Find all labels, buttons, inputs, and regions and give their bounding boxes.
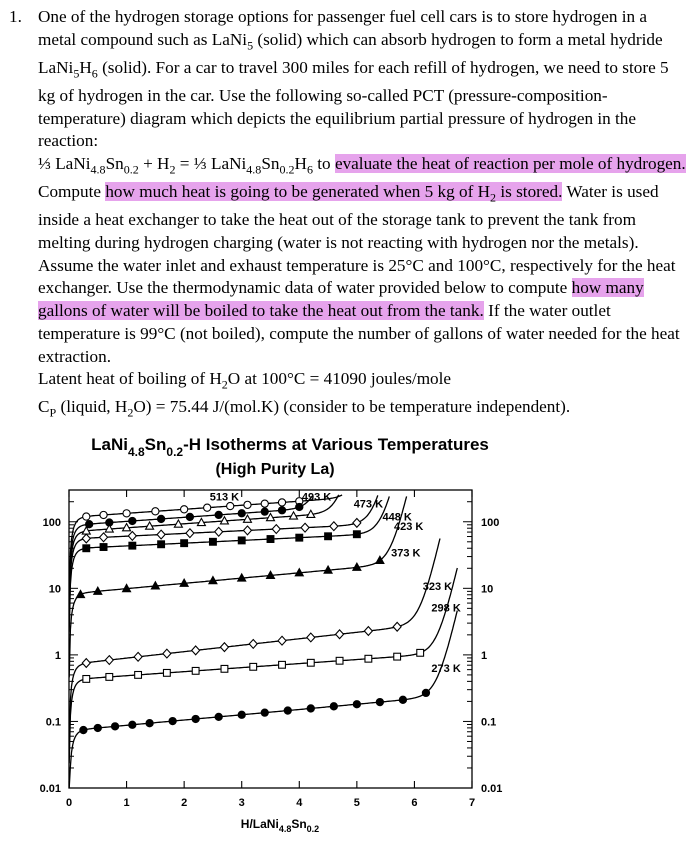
highlight-text: how much heat is going to be generated when 5 kg of H (105, 182, 491, 202)
cp-text: C (38, 397, 50, 417)
y-tick-label-left: 10 (48, 583, 61, 596)
x-axis-label: $H/LaNi_{4.8}Sn_{0.2}$ (240, 817, 320, 834)
data-point (134, 652, 142, 661)
y-tick-label-left: 0.01 (39, 783, 61, 795)
subscript: 6 (91, 66, 98, 81)
y-tick-label-right: 100 (481, 516, 500, 529)
data-point (393, 622, 401, 631)
formula-part: H (79, 57, 92, 77)
data-point (220, 643, 228, 652)
data-point (129, 721, 136, 728)
data-point (307, 659, 314, 666)
isotherm-473k (69, 495, 383, 616)
subscript: 2 (490, 190, 497, 205)
isotherm-298k (69, 568, 461, 763)
data-point (157, 530, 165, 539)
data-point (227, 502, 234, 509)
y-tick-label-right: 0.1 (481, 716, 497, 729)
data-point (158, 541, 165, 548)
isotherm-label: 423 K (393, 521, 424, 534)
data-point (123, 510, 130, 517)
reaction-part: Sn (261, 154, 280, 174)
data-point (353, 531, 360, 538)
data-point (243, 526, 251, 535)
isotherm-273k (69, 611, 461, 788)
data-point (336, 657, 343, 664)
plot-area (69, 491, 461, 788)
subscript: 4.8 (246, 162, 262, 177)
isotherm-493k (69, 491, 331, 609)
highlight-heat-generated (105, 182, 563, 205)
data-point (128, 532, 136, 541)
x-tick-label: 3 (238, 797, 245, 809)
data-point (210, 538, 217, 545)
data-point (417, 649, 424, 656)
data-point (353, 518, 361, 527)
latent-heat-line (38, 369, 452, 392)
subscript: 0.2 (123, 162, 139, 177)
data-point (129, 542, 136, 549)
pct-diagram (0, 430, 692, 845)
x-tick-label: 6 (411, 797, 418, 809)
reaction-part: to (312, 154, 335, 174)
x-tick-label: 5 (353, 797, 360, 809)
data-point (301, 523, 309, 532)
isotherm-label: 473 K (353, 498, 384, 511)
data-point (376, 699, 383, 706)
highlight-text: is stored. (496, 182, 563, 202)
data-point (192, 715, 199, 722)
data-point (284, 707, 291, 714)
data-point (353, 701, 360, 708)
isotherm-label: 323 K (422, 580, 453, 593)
subscript: 5 (73, 66, 80, 81)
data-point (422, 689, 429, 696)
data-point (278, 499, 285, 506)
pct-chart (0, 430, 692, 845)
body-text: Compute (38, 182, 106, 202)
subscript: 4.8 (90, 162, 106, 177)
data-point (394, 653, 401, 660)
data-point (261, 709, 268, 716)
data-point (186, 513, 193, 520)
isotherm-label: 493 K (301, 491, 332, 504)
intro-text: One of the hydrogen storage options for passenger fuel cell cars is to store hydrogen in a metal compound such as LaNi (38, 7, 648, 49)
subscript: 2 (169, 162, 176, 177)
isotherm-line (69, 495, 339, 616)
data-point (278, 507, 285, 514)
data-point (261, 500, 268, 507)
highlight-gallons-boiled: how many gallons of water will be boiled to take the heat out from the tank. (38, 278, 644, 321)
data-point (94, 724, 101, 731)
data-point (192, 667, 199, 674)
data-point (267, 536, 274, 543)
data-point (204, 504, 211, 511)
highlight-heat-of-reaction: evaluate the heat of reaction per mole of hydrogen. (334, 154, 686, 174)
data-point (250, 663, 257, 670)
data-point (135, 671, 142, 678)
y-tick-label-right: 10 (481, 583, 494, 596)
data-point (163, 649, 171, 658)
reaction-part: H (294, 154, 307, 174)
isotherm-label: 273 K (431, 663, 461, 676)
subscript: 6 (306, 162, 313, 177)
data-point (83, 676, 90, 683)
data-point (100, 544, 107, 551)
data-point (307, 705, 314, 712)
y-tick-label-left: 1 (54, 649, 61, 662)
data-point (163, 669, 170, 676)
x-tick-label: 2 (181, 797, 188, 809)
data-point (152, 508, 159, 515)
latent-text: Latent heat of boiling of H (38, 369, 222, 389)
data-point (399, 696, 406, 703)
data-point (238, 711, 245, 718)
data-point (325, 533, 332, 540)
y-tick-label-left: 100 (42, 516, 61, 529)
reaction-part: + H (138, 154, 170, 174)
data-point (100, 511, 107, 518)
data-point (296, 534, 303, 541)
y-tick-label-right: 0.01 (481, 783, 503, 795)
data-point (238, 510, 245, 517)
data-point (181, 506, 188, 513)
data-point (111, 723, 118, 730)
cp-text: (liquid, H (56, 397, 128, 417)
subscript: P (49, 405, 57, 420)
data-point (330, 703, 337, 710)
isotherm-label: 298 K (431, 602, 461, 615)
data-point (261, 508, 268, 515)
data-point (82, 659, 90, 668)
latent-text: O at 100°C = 41090 joules/mole (227, 369, 452, 389)
isotherm-line (69, 496, 389, 632)
data-point (82, 534, 90, 543)
problem-statement (0, 6, 688, 425)
x-tick-label: 4 (296, 797, 303, 809)
data-point (215, 511, 222, 518)
y-tick-label-right: 1 (481, 649, 488, 662)
isotherm-line (69, 568, 457, 763)
data-point (105, 656, 113, 665)
y-tick-label-left: 0.1 (45, 716, 61, 729)
data-point (336, 630, 344, 639)
data-point (221, 665, 228, 672)
body-text: If the water outlet temperature is 99°C (not boiled), compute the number of gallons of water needed for the heat extraction. (38, 301, 680, 366)
reaction-part: Sn (105, 154, 124, 174)
reaction-equation (38, 154, 335, 177)
intro-text-2: (solid) which can absorb hydrogen to form a metal hydride LaNi (38, 29, 663, 77)
problem-body (38, 6, 688, 425)
data-point (100, 533, 108, 542)
data-point (215, 527, 223, 536)
data-point (169, 717, 176, 724)
cp-text: O) = 75.44 J/(mol.K) (consider to be temperature independent). (133, 397, 571, 417)
body-text: Water is used inside a heat exchanger to take the heat out of the storage tank to prevent the tank from melting during hydrogen charging (water is not reacting with hydrogen nor the metals). Assume the water inlet and exhaust temperature is 25°C and 100°C, respectively for the heat exchanger. Use the thermodynamic data of water provided below to compute (38, 182, 676, 298)
data-point (192, 646, 200, 655)
data-point (106, 674, 113, 681)
data-point (83, 545, 90, 552)
intro-text-3: (solid). For a car to travel 300 miles for each refill of hydrogen, we need to store 5 kg of hydrogen in the car. Use the following so-called PCT (pressure-composition-temperature) diagram which depicts the equilibrium partial pressure of hydrogen in the reaction: (38, 57, 669, 151)
data-point (181, 540, 188, 547)
data-point (364, 627, 372, 636)
subscript: 0.2 (279, 162, 295, 177)
data-point (296, 503, 303, 510)
reaction-part: = ⅓ LaNi (175, 154, 247, 174)
reaction-part: ⅓ LaNi (38, 154, 91, 174)
data-point (146, 720, 153, 727)
data-point (80, 726, 87, 733)
x-tick-label: 0 (65, 797, 73, 809)
data-point (83, 513, 90, 520)
chart-subtitle: (High Purity La) (215, 461, 335, 478)
data-point (365, 655, 372, 662)
isotherm-label: 513 K (209, 491, 240, 504)
isotherm-323k (69, 539, 452, 749)
data-point (129, 517, 136, 524)
subscript: 2 (221, 377, 228, 392)
data-point (186, 529, 194, 538)
subscript: 2 (127, 405, 134, 420)
data-point (279, 661, 286, 668)
isotherm-373k (69, 496, 420, 677)
data-point (272, 525, 280, 534)
data-point (307, 633, 315, 642)
subscript: 5 (247, 38, 254, 53)
data-point (330, 522, 338, 531)
x-tick-label: 7 (468, 797, 476, 809)
isotherm-label: 373 K (391, 547, 421, 560)
data-point (278, 636, 286, 645)
problem-number: 1. (9, 7, 22, 26)
data-point (215, 713, 222, 720)
data-point (249, 640, 257, 649)
data-point (244, 501, 251, 508)
data-point (158, 515, 165, 522)
isotherm-label: 448 K (382, 511, 412, 524)
data-point (238, 537, 245, 544)
chart-title: $LaNi_{4.8}Sn_{0.2}-H$ Isotherms at Various Temperatures (91, 435, 489, 459)
x-tick-label: 1 (123, 797, 130, 809)
heat-capacity-line (38, 397, 571, 420)
